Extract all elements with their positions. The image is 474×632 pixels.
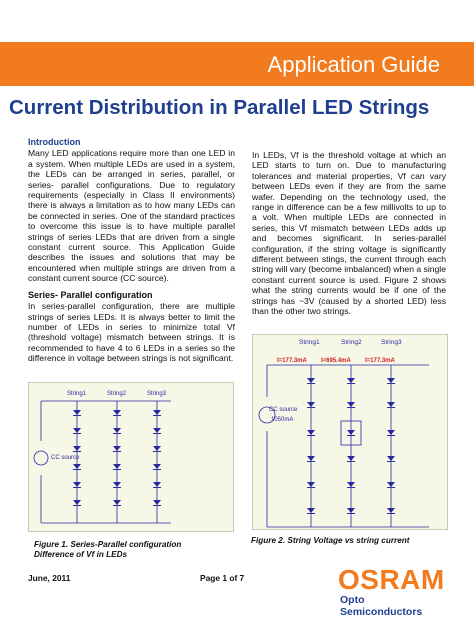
fig1-string2-label: String2	[107, 391, 127, 397]
fig1-source-label: CC source	[51, 455, 80, 461]
fig2-led-0-2	[307, 430, 315, 435]
fig1-led-0-4	[73, 482, 81, 487]
right-column	[252, 150, 446, 317]
fig1-string1-label: String1	[67, 391, 87, 397]
fig2-led-0-0	[307, 378, 315, 383]
fig1-led-0-3	[73, 464, 81, 469]
fig1-led-2-5	[153, 500, 161, 505]
fig1-led-0-5	[73, 500, 81, 505]
series-parallel-paragraph: In series-parallel configuration, there are multiple strings of series LEDs. It is always better to limit the number of LEDs in series to minimize total Vf (threshold voltage) mismatch between strings. It is recommended to have 4 to 6 LEDs in a series so the difference in voltage between strings is not significant.	[28, 301, 235, 364]
figure-1-diagram	[28, 382, 234, 532]
fig1-led-2-0	[153, 410, 161, 415]
fig2-led-1-1	[347, 402, 355, 407]
footer-date: June, 2011	[28, 573, 71, 583]
fig2-led-1-2	[347, 430, 355, 435]
fig2-led-1-3	[347, 456, 355, 461]
fig2-led-0-4	[307, 482, 315, 487]
figure-1-caption	[34, 540, 224, 560]
fig1-led-0-1	[73, 428, 81, 433]
left-column	[28, 137, 235, 364]
fig1-led-1-5	[113, 500, 121, 505]
figure-2-diagram	[252, 334, 448, 530]
fig2-string1-label: String1	[299, 339, 320, 346]
document-title: Current Distribution in Parallel LED Strings	[9, 96, 430, 119]
fig2-source-value: 1050mA	[271, 417, 294, 423]
fig2-led-1-0	[347, 378, 355, 383]
fig1-led-2-1	[153, 428, 161, 433]
fig2-led-0-5	[307, 508, 315, 513]
fig2-led-2-0	[387, 378, 395, 383]
footer-page-number: Page 1 of 7	[200, 573, 245, 583]
fig1-led-1-3	[113, 464, 121, 469]
fig1-led-2-2	[153, 446, 161, 451]
fig2-led-1-4	[347, 482, 355, 487]
fig1-led-1-1	[113, 428, 121, 433]
fig2-string3-label: String3	[381, 339, 402, 346]
fig1-led-0-0	[73, 410, 81, 415]
logo-subtitle: Opto Semiconductors	[340, 594, 423, 618]
fig2-string2-label: String2	[341, 339, 362, 346]
fig2-led-2-3	[387, 456, 395, 461]
fig1-led-1-2	[113, 446, 121, 451]
logo-wordmark: OSRAM	[338, 564, 445, 595]
fig2-current-2: I=695.4mA	[321, 358, 351, 364]
fig1-led-2-3	[153, 464, 161, 469]
fig2-led-2-1	[387, 402, 395, 407]
fig2-led-0-1	[307, 402, 315, 407]
header-banner	[0, 42, 474, 86]
figure-2-caption: Figure 2. String Voltage vs string current	[251, 536, 410, 545]
fig1-led-1-0	[113, 410, 121, 415]
figure-1-caption-line1: Figure 1. Series-Parallel configuration	[34, 540, 182, 549]
fig2-led-2-2	[387, 430, 395, 435]
fig1-led-1-4	[113, 482, 121, 487]
fig2-led-1-5	[347, 508, 355, 513]
fig2-led-2-4	[387, 482, 395, 487]
fig1-string3-label: String3	[147, 391, 167, 397]
figure-1-caption-line2: Difference of Vf in LEDs	[34, 550, 128, 559]
figure-2-svg	[253, 335, 449, 531]
fig2-led-0-3	[307, 456, 315, 461]
vf-paragraph: In LEDs, Vf is the threshold voltage at which an LED starts to turn on. Due to manufacturing tolerances and material properties, Vf can vary between LEDs even if they are from the same wafer. Depending on the technology used, the range in difference can be a few millivolts to up to a volt. When multiple LEDs are connected in series, this Vf mismatch between LEDs adds up and becomes significant. In series-parallel configuration, if the string voltage is significantly different between stings, the current through each string will vary (become imbalanced) when a single constant current source is used. Figure 2 shows what the string currents would be if one of the strings has ~3V (caused by a shorted LED) less than the other two strings.	[252, 150, 446, 317]
fig1-led-2-4	[153, 482, 161, 487]
series-parallel-heading: Series- Parallel configuration	[28, 289, 153, 300]
fig2-source-label: CC source	[269, 407, 298, 413]
introduction-paragraph: Many LED applications require more than one LED in a system. When multiple LEDs are used in a system, the LEDs can be arranged in series, parallel, or series- parallel configurations. Due to regulatory requirements (especially in Class II environments) there is always a limitation as to how many LEDs can be connected in series. One of the standard practices to overcome this issue is to have multiple parallel strings of series LEDs that are driven from a single constant current source. This Application Guide describes the issues and solutions that may be encountered when multiple strings are driven from a constant current source (CC source).	[28, 148, 235, 284]
fig1-led-0-2	[73, 446, 81, 451]
fig2-current-1: I=177.3mA	[277, 358, 307, 364]
fig2-current-3: I=177.3mA	[365, 358, 395, 364]
banner-title: Application Guide	[267, 52, 440, 77]
osram-logo	[338, 564, 445, 618]
figure-1-svg	[29, 383, 235, 533]
introduction-heading: Introduction	[28, 137, 81, 147]
fig2-led-2-5	[387, 508, 395, 513]
